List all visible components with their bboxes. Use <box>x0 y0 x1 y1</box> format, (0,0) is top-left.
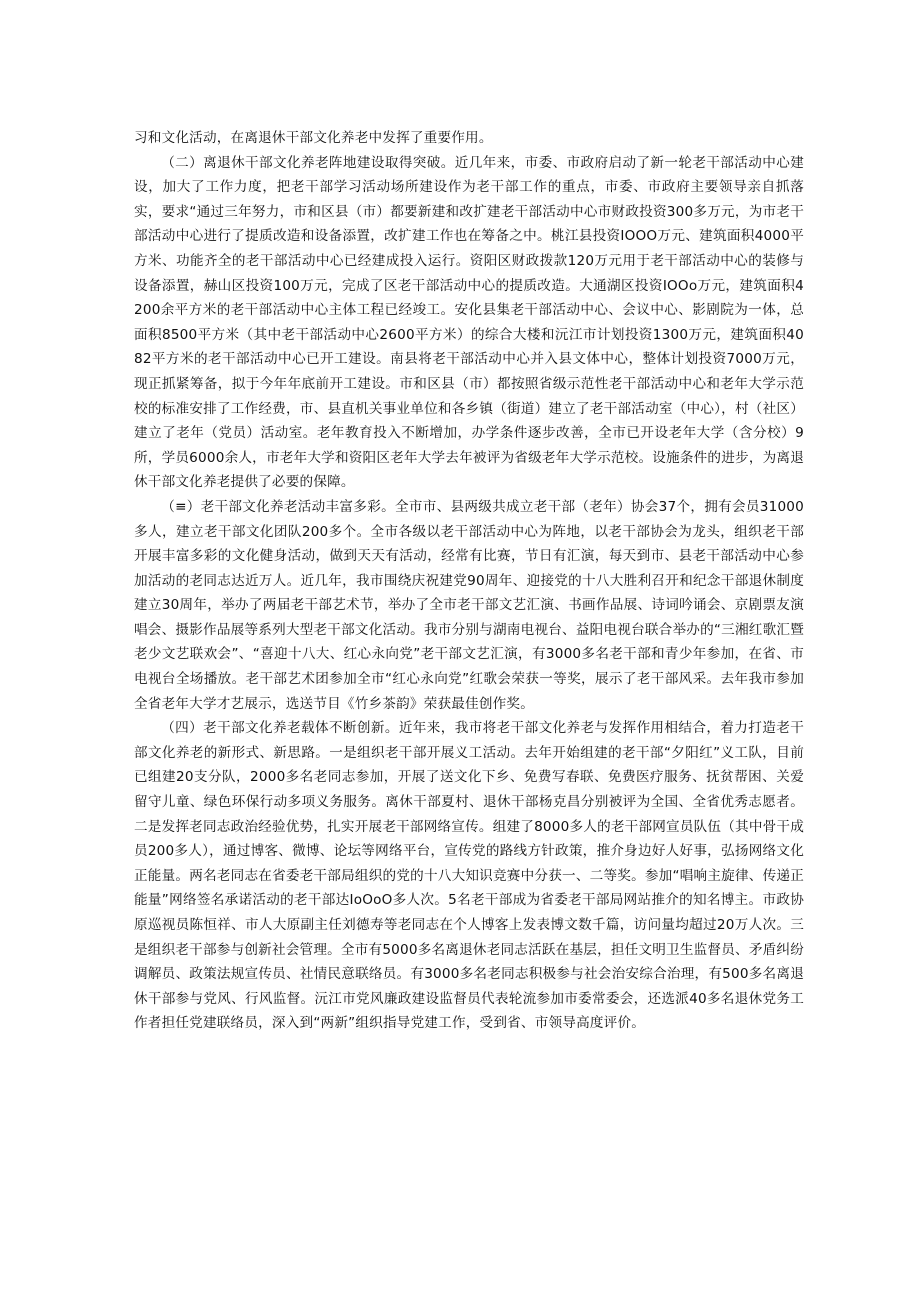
document-body <box>134 126 804 1036</box>
paragraph-section-4: （四）老干部文化养老载体不断创新。近年来，我市将老干部文化养老与发挥作用相结合，着力打造老干部文化养老的新形式、新思路。一是组织老干部开展义工活动。去年开始组建的老干部“夕阳红”义工队，目前已组建20支分队，2000多名老同志参加，开展了送文化下乡、免费写春联、免费医疗服务、抚贫帮困、关爱留守儿童、绿色环保行动多项义务服务。离休干部夏村、退休干部杨克昌分别被评为全国、全省优秀志愿者。二是发挥老同志政治经验优势，扎实开展老干部网络宣传。组建了8000多人的老干部网宣员队伍（其中骨干成员200多人），通过博客、微博、论坛等网络平台，宣传党的路线方针政策，推介身边好人好事，弘扬网络文化正能量。两名老同志在省委老干部局组织的党的十八大知识竞赛中分获一、二等奖。参加“唱响主旋律、传递正能量”网络签名承诺活动的老干部达IoOoO多人次。5名老干部成为省委老干部局网站推介的知名博主。市政协原巡视员陈恒祥、市人大原副主任刘德寿等老同志在个人博客上发表博文数千篇，访问量均超过20万人次。三是组织老干部参与创新社会管理。全市有5000多名离退休老同志活跃在基层，担任文明卫生监督员、矛盾纠纷调解员、政策法规宣传员、社情民意联络员。有3000多名老同志积极参与社会治安综合治理，有500多名离退休干部参与党风、行风监督。沅江市党风廉政建设监督员代表轮流参加市委常委会，还选派40多名退休党务工作者担任党建联络员，深入到“两新”组织指导党建工作，受到省、市领导高度评价。 <box>134 720 805 1032</box>
paragraph-section-2: （二）离退休干部文化养老阵地建设取得突破。近几年来，市委、市政府启动了新一轮老干部活动中心建设，加大了工作力度，把老干部学习活动场所建设作为老干部工作的重点，市委、市政府主要领导亲自抓落实，要求“通过三年努力，市和区县（市）都要新建和改扩建老干部活动中心市财政投资300多万元，为市老干部活动中心进行了提质改造和设备添置，改扩建工作也在筹备之中。桃江县投资IOOO万元、建筑面积4000平方米、功能齐全的老干部活动中心已经建成投入运行。资阳区财政拨款120万元用于老干部活动中心的装修与设备添置，赫山区投资100万元，完成了区老干部活动中心的提质改造。大通湖区投资IOOo万元，建筑面积4200余平方米的老干部活动中心主体工程已经竣工。安化县集老干部活动中心、会议中心、影剧院为一体，总面积8500平方米（其中老干部活动中心2600平方米）的综合大楼和沅江市计划投资1300万元，建筑面积4082平方米的老干部活动中心已开工建设。南县将老干部活动中心并入县文体中心，整体计划投资7000万元，现正抓紧筹备，拟于今年年底前开工建设。市和区县（市）都按照省级示范性老干部活动中心和老年大学示范校的标准安排了工作经费，市、县直机关事业单位和各乡镇（街道）建立了老干部活动室（中心），村（社区）建立了老年（党员）活动室。老年教育投入不断增加，办学条件逐步改善，全市已开设老年大学（含分校）9所，学员6000余人，市老年大学和资阳区老年大学去年被评为省级老年大学示范校。设施条件的进步，为离退休干部文化养老提供了必要的保障。 <box>134 154 804 491</box>
paragraph-section-3: （≡）老干部文化养老活动丰富多彩。全市市、县两级共成立老干部（老年）协会37个，拥有会员31000多人，建立老干部文化团队200多个。全市各级以老干部活动中心为阵地，以老干部协会为龙头，组织老干部开展丰富多彩的文化健身活动，做到天天有活动，经常有比赛，节日有汇演，每天到市、县老干部活动中心参加活动的老同志达近万人。近几年，我市围绕庆祝建党90周年、迎接党的十八大胜利召开和纪念干部退休制度建立30周年，举办了两届老干部艺术节，举办了全市老干部文艺汇演、书画作品展、诗词吟诵会、京剧票友演唱会、摄影作品展等系列大型老干部文化活动。我市分别与湖南电视台、益阳电视台联合举办的“三湘红歌汇暨老少文艺联欢会”、“喜迎十八大、红心永向党”老干部文艺汇演，有3000多名老干部和青少年参加，在省、市电视台全场播放。老干部艺术团参加全市“红心永向党”红歌会荣获一等奖，展示了老干部风采。去年我市参加全省老年大学才艺展示，选送节目《竹乡茶韵》荣获最佳创作奖。 <box>134 498 804 712</box>
paragraph-continuation: 习和文化活动，在离退休干部文化养老中发挥了重要作用。 <box>134 130 493 146</box>
